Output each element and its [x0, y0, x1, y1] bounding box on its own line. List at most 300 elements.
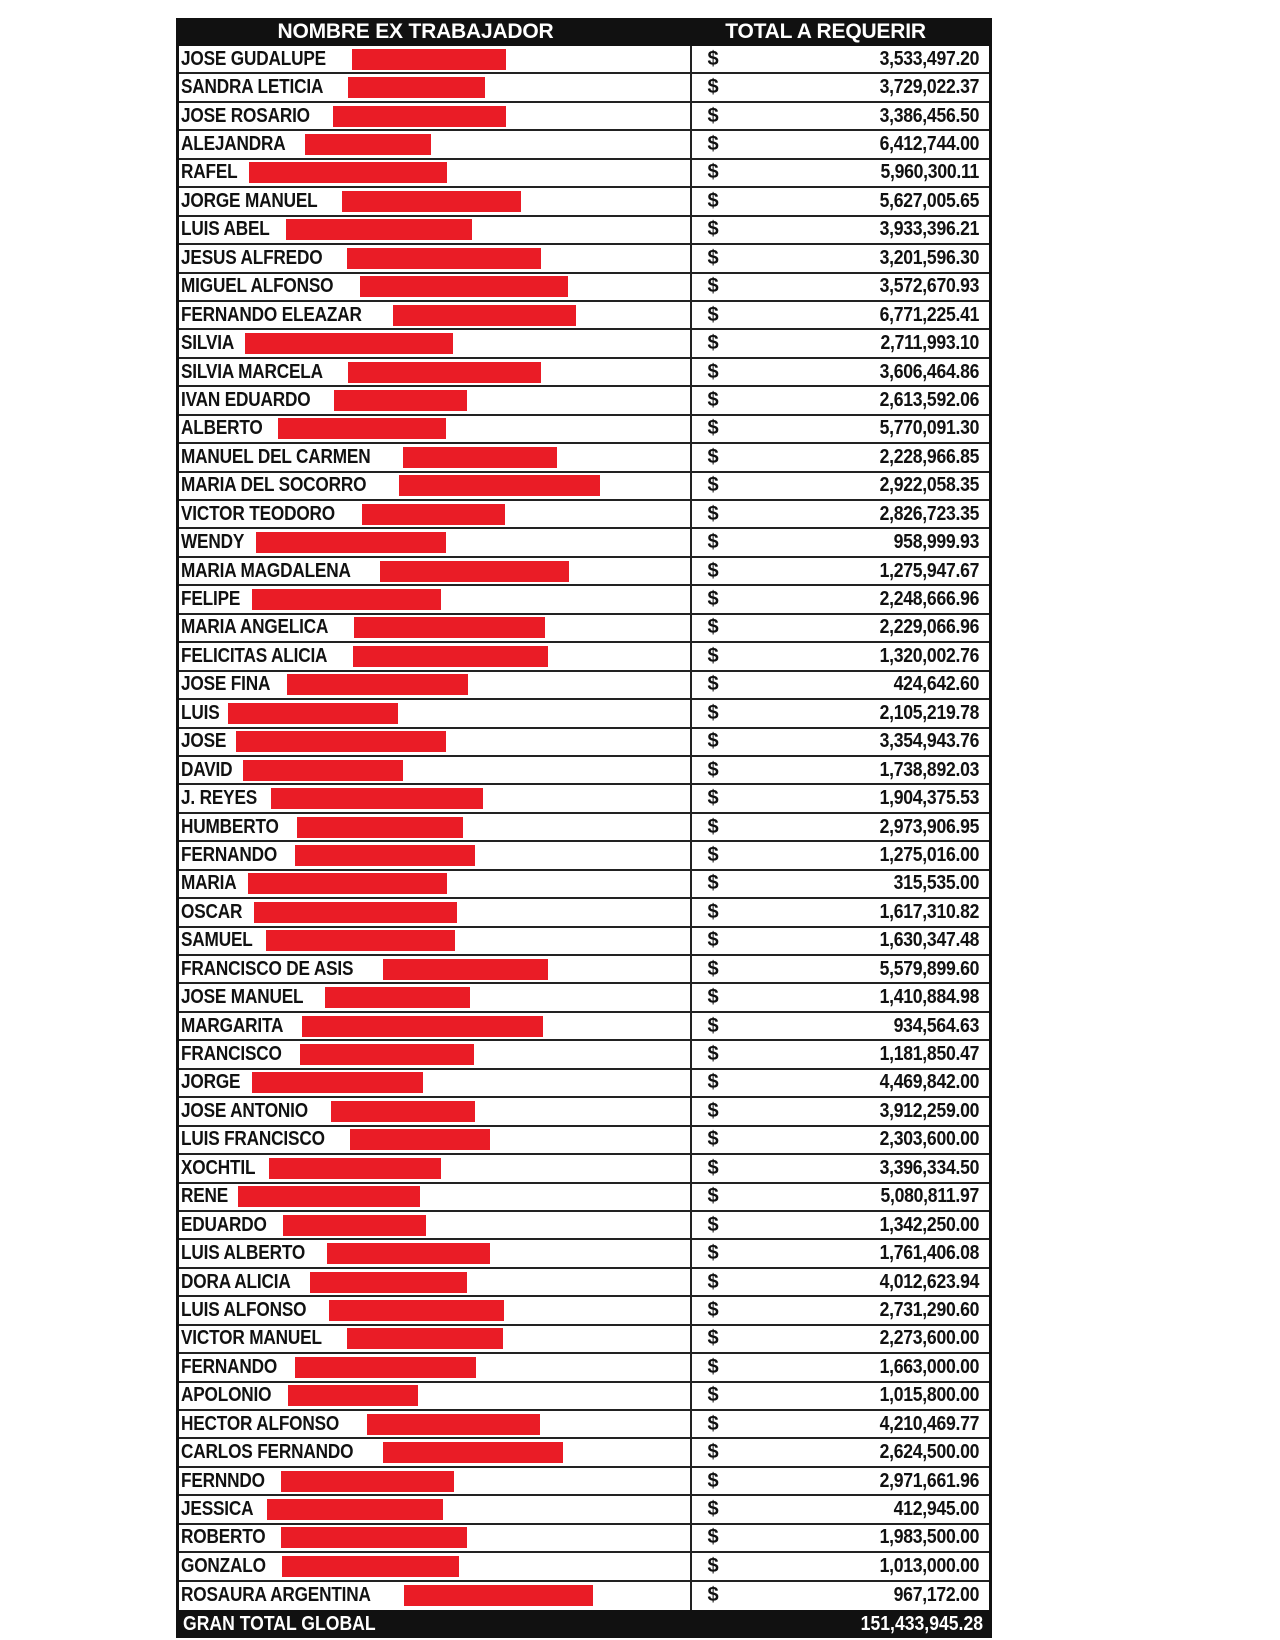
name-cell	[179, 729, 692, 755]
amount-value: 4,210,469.77	[879, 1412, 979, 1435]
worker-name: FELIPE	[181, 588, 241, 611]
worker-name: ROSAURA ARGENTINA	[181, 1584, 371, 1607]
amount-value: 3,729,022.37	[879, 76, 979, 99]
amount-value: 1,181,850.47	[879, 1043, 979, 1066]
table-row	[179, 1582, 989, 1610]
amount-value: 2,613,592.06	[879, 388, 979, 411]
currency-symbol: $	[707, 531, 719, 554]
worker-name: MANUEL DEL CARMEN	[181, 445, 371, 468]
table-row	[179, 842, 989, 870]
amount-value: 3,572,670.93	[879, 275, 979, 298]
redaction-bar	[362, 504, 505, 525]
amount-value: 934,564.63	[893, 1014, 979, 1037]
amount-value: 3,201,596.30	[879, 246, 979, 269]
table-row	[179, 871, 989, 899]
currency-symbol: $	[707, 730, 719, 753]
name-cell	[179, 1041, 692, 1067]
name-cell	[179, 46, 692, 72]
name-cell	[179, 1496, 692, 1522]
name-cell	[179, 899, 692, 925]
name-cell	[179, 387, 692, 413]
amount-value: 2,303,600.00	[879, 1128, 979, 1151]
currency-symbol: $	[707, 104, 719, 127]
amount-value: 2,624,500.00	[879, 1441, 979, 1464]
redaction-bar	[331, 1101, 475, 1122]
currency-symbol: $	[707, 1071, 719, 1094]
name-cell	[179, 558, 692, 584]
worker-name: EDUARDO	[181, 1213, 267, 1236]
name-cell	[179, 160, 692, 186]
table-row	[179, 359, 989, 387]
currency-symbol: $	[707, 559, 719, 582]
worker-name: CARLOS FERNANDO	[181, 1441, 354, 1464]
amount-value: 2,229,066.96	[879, 616, 979, 639]
redaction-bar	[329, 1300, 505, 1321]
worker-name: JOSE ANTONIO	[181, 1099, 308, 1122]
table-row	[179, 1326, 989, 1354]
name-cell	[179, 274, 692, 300]
worker-name: JORGE	[181, 1071, 241, 1094]
worker-name: MARIA ANGELICA	[181, 616, 329, 639]
amount-value: 3,533,497.20	[879, 47, 979, 70]
name-cell	[179, 188, 692, 214]
name-cell	[179, 1326, 692, 1352]
redaction-bar	[393, 305, 576, 326]
currency-symbol: $	[707, 1213, 719, 1236]
amount-value: 4,469,842.00	[879, 1071, 979, 1094]
amount-value: 1,761,406.08	[879, 1242, 979, 1265]
worker-name: LUIS ALBERTO	[181, 1242, 306, 1265]
currency-symbol: $	[707, 1355, 719, 1378]
amount-value: 958,999.93	[893, 531, 979, 554]
redaction-bar	[347, 1328, 503, 1349]
amount-value: 2,973,906.95	[879, 815, 979, 838]
redaction-bar	[350, 1129, 490, 1150]
worker-name: HUMBERTO	[181, 815, 279, 838]
table-row	[179, 473, 989, 501]
table-row	[179, 302, 989, 330]
name-cell	[179, 586, 692, 612]
amount-value: 1,410,884.98	[879, 986, 979, 1009]
worker-name: JOSE FINA	[181, 673, 271, 696]
name-cell	[179, 1184, 692, 1210]
worker-name: XOCHTIL	[181, 1156, 256, 1179]
amount-value: 1,275,947.67	[879, 559, 979, 582]
table-row	[179, 274, 989, 302]
table-row	[179, 899, 989, 927]
redaction-bar	[295, 845, 475, 866]
worker-name: FRANCISCO	[181, 1043, 282, 1066]
worker-name: LUIS ALFONSO	[181, 1298, 307, 1321]
redaction-bar	[348, 362, 541, 383]
table-row	[179, 1496, 989, 1524]
currency-symbol: $	[707, 133, 719, 156]
name-cell	[179, 245, 692, 271]
worker-name: JESSICA	[181, 1498, 254, 1521]
redaction-bar	[305, 134, 431, 155]
currency-symbol: $	[707, 445, 719, 468]
table-row	[179, 928, 989, 956]
redaction-bar	[383, 1442, 563, 1463]
table-row	[179, 1297, 989, 1325]
currency-symbol: $	[707, 1298, 719, 1321]
name-cell	[179, 615, 692, 641]
name-cell	[179, 74, 692, 100]
worker-name: LUIS FRANCISCO	[181, 1128, 325, 1151]
redaction-bar	[334, 390, 468, 411]
amount-value: 1,015,800.00	[879, 1384, 979, 1407]
table-row	[179, 1212, 989, 1240]
redaction-bar	[354, 617, 545, 638]
name-cell	[179, 330, 692, 356]
table-row	[179, 984, 989, 1012]
redaction-bar	[228, 703, 399, 724]
name-cell	[179, 1439, 692, 1465]
table-row	[179, 444, 989, 472]
redaction-bar	[295, 1357, 476, 1378]
payout-table	[176, 18, 992, 1638]
currency-symbol: $	[707, 502, 719, 525]
redaction-bar	[236, 731, 447, 752]
amount-value: 2,273,600.00	[879, 1327, 979, 1350]
name-cell	[179, 956, 692, 982]
name-cell	[179, 757, 692, 783]
redaction-bar	[283, 1215, 426, 1236]
table-row	[179, 416, 989, 444]
grand-total-value: 151,433,945.28	[860, 1612, 983, 1635]
name-cell	[179, 416, 692, 442]
redaction-bar	[360, 276, 568, 297]
amount-value: 1,738,892.03	[879, 758, 979, 781]
worker-name: J. REYES	[181, 787, 258, 810]
worker-name: VICTOR TEODORO	[181, 502, 336, 525]
amount-value: 6,412,744.00	[879, 133, 979, 156]
amount-value: 2,731,290.60	[879, 1298, 979, 1321]
worker-name: JOSE	[181, 730, 227, 753]
currency-symbol: $	[707, 189, 719, 212]
currency-symbol: $	[707, 474, 719, 497]
table-row	[179, 1468, 989, 1496]
currency-symbol: $	[707, 673, 719, 696]
currency-symbol: $	[707, 1099, 719, 1122]
redaction-bar	[348, 77, 485, 98]
name-cell	[179, 928, 692, 954]
currency-symbol: $	[707, 1584, 719, 1607]
name-cell	[179, 871, 692, 897]
name-cell	[179, 1468, 692, 1494]
name-cell	[179, 444, 692, 470]
currency-symbol: $	[707, 644, 719, 667]
worker-name: SAMUEL	[181, 929, 253, 952]
redaction-bar	[281, 1527, 467, 1548]
name-cell	[179, 1297, 692, 1323]
name-cell	[179, 359, 692, 385]
name-cell	[179, 1269, 692, 1295]
currency-symbol: $	[707, 1156, 719, 1179]
amount-value: 967,172.00	[893, 1584, 979, 1607]
amount-column-header: TOTAL A REQUERIR	[725, 20, 926, 43]
worker-name: APOLONIO	[181, 1384, 272, 1407]
table-row	[179, 74, 989, 102]
worker-name: SANDRA LETICIA	[181, 76, 324, 99]
currency-symbol: $	[707, 388, 719, 411]
name-cell	[179, 103, 692, 129]
name-cell	[179, 131, 692, 157]
amount-value: 315,535.00	[893, 872, 979, 895]
name-cell	[179, 217, 692, 243]
currency-symbol: $	[707, 986, 719, 1009]
table-row	[179, 330, 989, 358]
worker-name: OSCAR	[181, 900, 243, 923]
worker-name: RAFEL	[181, 161, 238, 184]
table-row	[179, 700, 989, 728]
table-row	[179, 188, 989, 216]
worker-name: WENDY	[181, 531, 245, 554]
worker-name: IVAN EDUARDO	[181, 388, 311, 411]
name-cell	[179, 501, 692, 527]
redaction-bar	[252, 589, 441, 610]
amount-value: 3,606,464.86	[879, 360, 979, 383]
table-row	[179, 1354, 989, 1382]
name-cell	[179, 842, 692, 868]
redaction-bar	[380, 561, 568, 582]
redaction-bar	[245, 333, 453, 354]
redaction-bar	[266, 930, 454, 951]
redaction-bar	[281, 1471, 454, 1492]
worker-name: FERNANDO	[181, 843, 278, 866]
worker-name: ALBERTO	[181, 417, 263, 440]
table-row	[179, 1013, 989, 1041]
currency-symbol: $	[707, 76, 719, 99]
amount-value: 5,080,811.97	[880, 1185, 979, 1208]
name-cell	[179, 700, 692, 726]
amount-value: 3,386,456.50	[879, 104, 979, 127]
name-cell	[179, 473, 692, 499]
table-row	[179, 501, 989, 529]
table-row	[179, 1127, 989, 1155]
worker-name: JOSE MANUEL	[181, 986, 304, 1009]
amount-value: 412,945.00	[893, 1498, 979, 1521]
redaction-bar	[352, 49, 506, 70]
redaction-bar	[282, 1556, 459, 1577]
name-cell	[179, 1070, 692, 1096]
currency-symbol: $	[707, 246, 719, 269]
name-cell	[179, 1240, 692, 1266]
amount-value: 1,275,016.00	[879, 843, 979, 866]
amount-value: 6,771,225.41	[879, 303, 979, 326]
table-body	[179, 46, 989, 1610]
redaction-bar	[286, 219, 472, 240]
currency-symbol: $	[707, 1270, 719, 1293]
redaction-bar	[310, 1272, 466, 1293]
worker-name: LUIS	[181, 701, 220, 724]
table-row	[179, 103, 989, 131]
amount-value: 5,960,300.11	[880, 161, 979, 184]
currency-symbol: $	[707, 758, 719, 781]
redaction-bar	[327, 1243, 490, 1264]
currency-symbol: $	[707, 787, 719, 810]
redaction-bar	[243, 760, 404, 781]
redaction-bar	[269, 1158, 441, 1179]
table-row	[179, 672, 989, 700]
worker-name: DAVID	[181, 758, 233, 781]
name-cell	[179, 1383, 692, 1409]
currency-symbol: $	[707, 218, 719, 241]
amount-value: 1,320,002.76	[879, 644, 979, 667]
redaction-bar	[404, 1585, 593, 1606]
name-cell	[179, 814, 692, 840]
redaction-bar	[249, 162, 448, 183]
worker-name: LUIS ABEL	[181, 218, 270, 241]
table-row	[179, 245, 989, 273]
name-cell	[179, 643, 692, 669]
worker-name: HECTOR ALFONSO	[181, 1412, 340, 1435]
redaction-bar	[252, 1072, 423, 1093]
currency-symbol: $	[707, 47, 719, 70]
worker-name: SILVIA MARCELA	[181, 360, 323, 383]
redaction-bar	[353, 646, 548, 667]
currency-symbol: $	[707, 1498, 719, 1521]
redaction-bar	[300, 1044, 474, 1065]
table-row	[179, 1240, 989, 1268]
currency-symbol: $	[707, 161, 719, 184]
currency-symbol: $	[707, 929, 719, 952]
table-row	[179, 1184, 989, 1212]
table-row	[179, 1155, 989, 1183]
currency-symbol: $	[707, 616, 719, 639]
table-row	[179, 1439, 989, 1467]
grand-total-label: GRAN TOTAL GLOBAL	[183, 1612, 376, 1635]
worker-name: VICTOR MANUEL	[181, 1327, 322, 1350]
redaction-bar	[399, 475, 601, 496]
currency-symbol: $	[707, 417, 719, 440]
worker-name: MARGARITA	[181, 1014, 284, 1037]
currency-symbol: $	[707, 1185, 719, 1208]
amount-value: 424,642.60	[893, 673, 979, 696]
amount-value: 2,228,966.85	[879, 445, 979, 468]
table-row	[179, 643, 989, 671]
currency-symbol: $	[707, 1242, 719, 1265]
table-row	[179, 1553, 989, 1581]
name-cell	[179, 785, 692, 811]
amount-value: 2,826,723.35	[879, 502, 979, 525]
amount-value: 5,627,005.65	[879, 189, 979, 212]
table-row	[179, 615, 989, 643]
table-row	[179, 785, 989, 813]
currency-symbol: $	[707, 872, 719, 895]
currency-symbol: $	[707, 957, 719, 980]
name-column-header: NOMBRE EX TRABAJADOR	[277, 20, 554, 43]
name-cell	[179, 1013, 692, 1039]
redaction-bar	[333, 106, 506, 127]
currency-symbol: $	[707, 360, 719, 383]
grand-total-row	[179, 1610, 989, 1638]
worker-name: MIGUEL ALFONSO	[181, 275, 334, 298]
redaction-bar	[383, 959, 548, 980]
redaction-bar	[347, 248, 541, 269]
worker-name: ALEJANDRA	[181, 133, 286, 156]
currency-symbol: $	[707, 1384, 719, 1407]
currency-symbol: $	[707, 303, 719, 326]
redaction-bar	[267, 1499, 443, 1520]
currency-symbol: $	[707, 332, 719, 355]
currency-symbol: $	[707, 1327, 719, 1350]
name-cell	[179, 1582, 692, 1610]
currency-symbol: $	[707, 1554, 719, 1577]
worker-name: SILVIA	[181, 332, 235, 355]
table-row	[179, 160, 989, 188]
worker-name: DORA ALICIA	[181, 1270, 291, 1293]
table-row	[179, 757, 989, 785]
name-cell	[179, 302, 692, 328]
redaction-bar	[302, 1016, 543, 1037]
amount-value: 2,922,058.35	[879, 474, 979, 497]
redaction-bar	[248, 873, 447, 894]
redaction-bar	[342, 191, 521, 212]
currency-symbol: $	[707, 815, 719, 838]
worker-name: RENE	[181, 1185, 229, 1208]
table-row	[179, 217, 989, 245]
table-row	[179, 814, 989, 842]
redaction-bar	[297, 817, 463, 838]
amount-value: 3,396,334.50	[879, 1156, 979, 1179]
table-row	[179, 1269, 989, 1297]
table-row	[179, 1411, 989, 1439]
redaction-bar	[238, 1186, 420, 1207]
worker-name: JORGE MANUEL	[181, 189, 318, 212]
table-row	[179, 1383, 989, 1411]
amount-value: 2,711,993.10	[880, 332, 979, 355]
worker-name: FERNNDO	[181, 1469, 265, 1492]
worker-name: FELICITAS ALICIA	[181, 644, 328, 667]
redaction-bar	[288, 1385, 418, 1406]
currency-symbol: $	[707, 1043, 719, 1066]
table-row	[179, 1041, 989, 1069]
worker-name: GONZALO	[181, 1554, 266, 1577]
redaction-bar	[278, 418, 446, 439]
table-row	[179, 387, 989, 415]
currency-symbol: $	[707, 1441, 719, 1464]
worker-name: FRANCISCO DE ASIS	[181, 957, 354, 980]
name-cell	[179, 672, 692, 698]
amount-value: 1,630,347.48	[879, 929, 979, 952]
redaction-bar	[254, 902, 457, 923]
amount-value: 3,933,396.21	[879, 218, 979, 241]
table-row	[179, 1525, 989, 1553]
worker-name: JESUS ALFREDO	[181, 246, 323, 269]
amount-value: 1,983,500.00	[879, 1526, 979, 1549]
name-cell	[179, 984, 692, 1010]
table-row	[179, 558, 989, 586]
worker-name: MARIA	[181, 872, 237, 895]
worker-name: JOSE ROSARIO	[181, 104, 310, 127]
table-row	[179, 1070, 989, 1098]
amount-value: 5,579,899.60	[879, 957, 979, 980]
redaction-bar	[403, 447, 557, 468]
name-cell	[179, 529, 692, 555]
table-row	[179, 529, 989, 557]
currency-symbol: $	[707, 1469, 719, 1492]
name-cell	[179, 1098, 692, 1124]
currency-symbol: $	[707, 900, 719, 923]
currency-symbol: $	[707, 843, 719, 866]
amount-value: 3,912,259.00	[879, 1099, 979, 1122]
redaction-bar	[325, 987, 470, 1008]
name-cell	[179, 1354, 692, 1380]
table-row	[179, 1098, 989, 1126]
name-cell	[179, 1212, 692, 1238]
redaction-bar	[256, 532, 446, 553]
